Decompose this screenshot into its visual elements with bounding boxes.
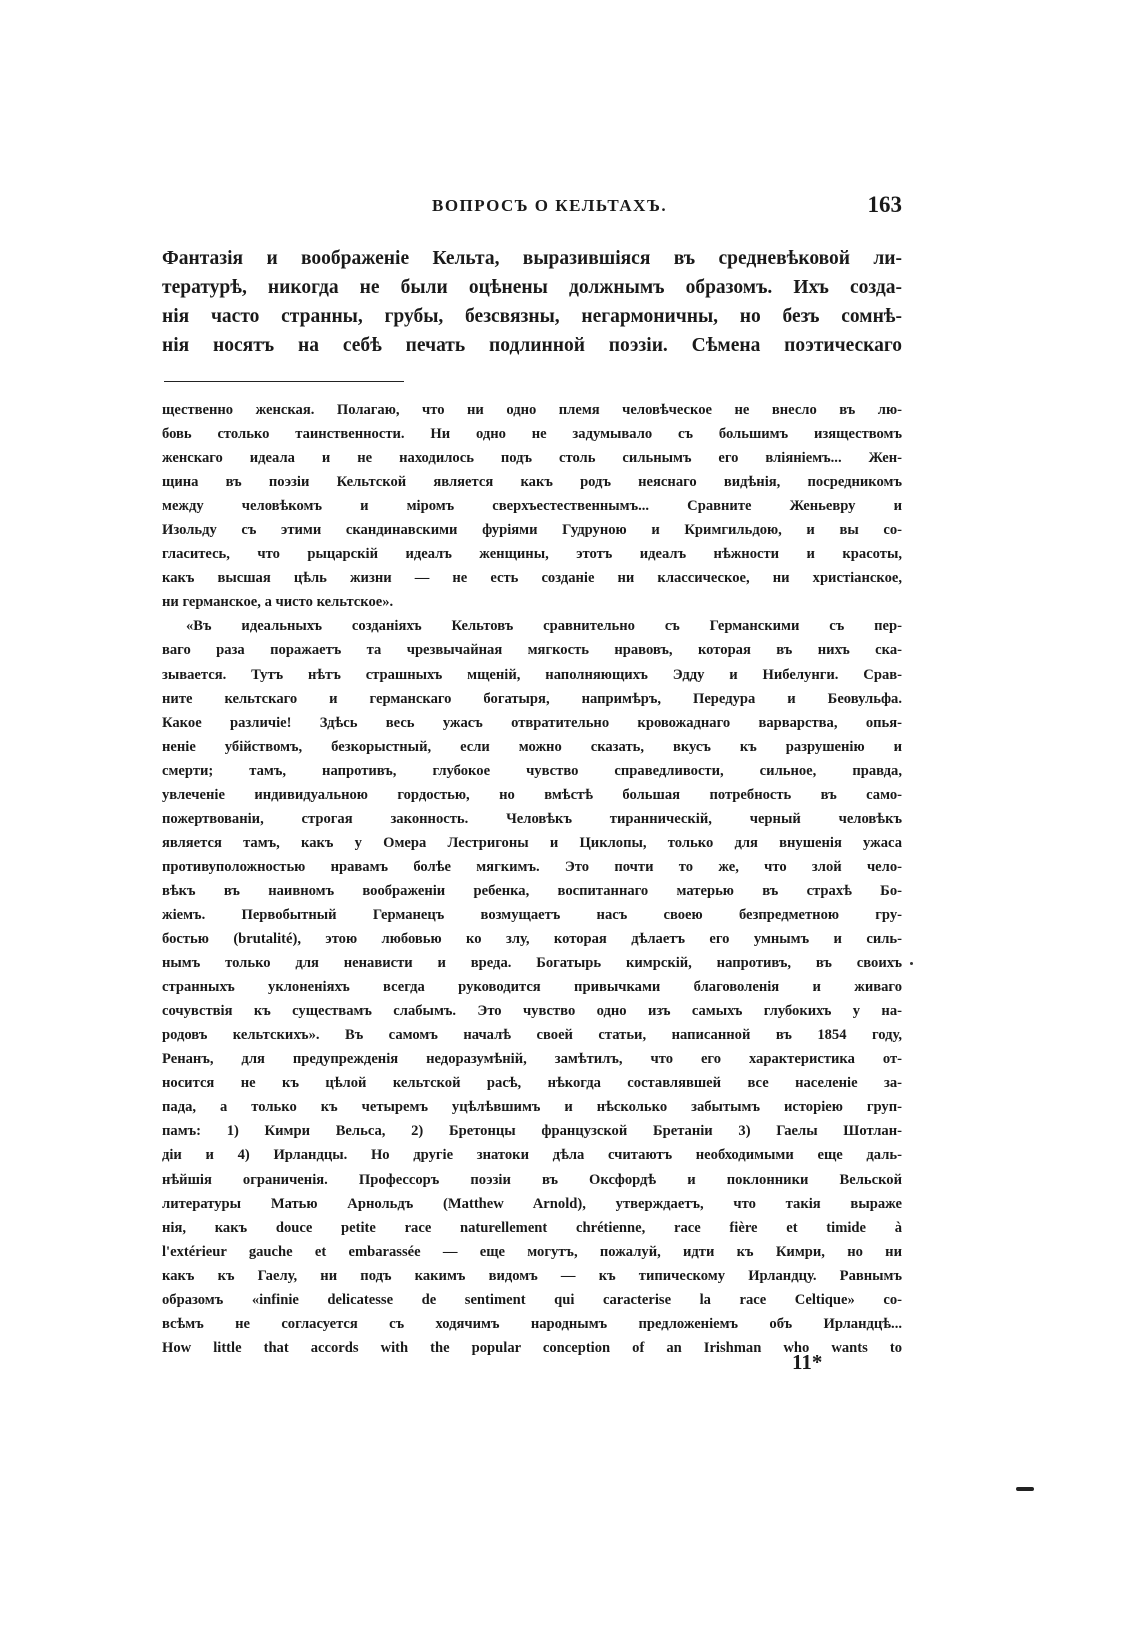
- footnote-line: образомъ «infinie delicatesse de sentiment qui caracterise la race Celtique» со-: [162, 1291, 902, 1308]
- footnote-line: памъ: 1) Кимри Вельса, 2) Бретонцы французской Бретаніи 3) Гаелы Шотлан-: [162, 1123, 902, 1140]
- footnote-line: ните кельтскаго и германскаго богатыря, напримѣръ, Передура и Беовульфа.: [162, 690, 902, 707]
- page-number: 163: [867, 192, 902, 217]
- footnote-line: ни германское, а чисто кельтское».: [162, 594, 394, 611]
- footnote-line: какъ высшая цѣль жизни — не есть созданіе ни классическое, ни христіанское,: [162, 570, 902, 587]
- footnote-line: гласитесь, что рыцарскій идеалъ женщины, этотъ идеалъ нѣжности и красоты,: [162, 546, 902, 563]
- footnote-line: нымъ только для ненависти и вреда. Богатырь кимрскій, напротивъ, въ своихъ: [162, 955, 902, 972]
- footnote-line: пожертвованіи, строгая законность. Человѣкъ тиранническій, черный человѣкъ: [162, 810, 902, 827]
- signature-mark: 11*: [792, 1350, 823, 1374]
- footnote-line: бовь столько таинственности. Ни одно не задумывало съ большимъ изяществомъ: [162, 426, 902, 443]
- footnote-line: ваго раза поражаетъ та чрезвычайная мягкость нравовъ, которая въ нихъ ска-: [162, 642, 902, 659]
- footnote-line: пада, а только къ четыремъ уцѣлѣвшимъ и нѣсколько забытымъ исторіею груп-: [162, 1099, 902, 1116]
- main-text-line: Фантазія и воображеніе Кельта, выразившіяся въ средневѣковой ли-: [162, 248, 902, 269]
- footnote-line: «Въ идеальныхъ созданіяхъ Кельтовъ сравнительно съ Германскими съ пер-: [186, 618, 902, 635]
- footnote-line: нія, какъ douce petite race naturellement chrétienne, race fière et timide à: [162, 1219, 902, 1236]
- footnote-line: Ренанъ, для предупрежденія недоразумѣній, замѣтилъ, что его характеристика от-: [162, 1051, 902, 1068]
- ink-speck: [1016, 1487, 1034, 1491]
- footnote-line: How little that accords with the popular conception of an Irishman who wants to: [162, 1339, 902, 1356]
- ink-speck: [910, 962, 913, 965]
- footnote-line: женскаго идеала и не находилось подъ столь сильнымъ его вліяніемъ... Жен-: [162, 450, 902, 467]
- footnote-line: какъ къ Гаелу, ни подъ какимъ видомъ — къ типическому Ирландцу. Равнымъ: [162, 1267, 902, 1284]
- footnote-line: вѣкъ въ наивномъ воображеніи ребенка, воспитаннаго матерью въ страхѣ Бо-: [162, 882, 902, 899]
- footnote-line: щественно женская. Полагаю, что ни одно племя человѣческое не внесло въ лю-: [162, 402, 902, 418]
- footnote-line: является тамъ, какъ у Омера Лестригоны и Циклопы, только для внушенія ужаса: [162, 834, 902, 851]
- footnote-line: родовъ кельтскихъ». Въ самомъ началѣ своей статьи, написанной въ 1854 году,: [162, 1027, 902, 1044]
- footnote-line: смерти; тамъ, напротивъ, глубокое чувство справедливости, сильное, правда,: [162, 762, 902, 779]
- footnote-line: бостью (brutalité), этою любовью ко злу, которая дѣлаетъ его умнымъ и силь-: [162, 931, 902, 948]
- main-text-line: нія часто странны, грубы, безсвязны, негармоничны, но безъ сомнѣ-: [162, 306, 902, 327]
- footnote-line: нѣйшія ограниченія. Профессоръ поэзіи въ Оксфордѣ и поклонники Вельской: [162, 1171, 902, 1188]
- footnote-line: діи и 4) Ирландцы. Но другіе знатоки дѣла считаютъ необходимыми еще даль-: [162, 1147, 902, 1164]
- footnote-line: носится не къ цѣлой кельтской расѣ, нѣкогда составлявшей все населеніе за-: [162, 1075, 902, 1092]
- footnote-line: Какое различіе! Здѣсь весь ужасъ отвратительно кровожаднаго варварства, опья-: [162, 714, 902, 731]
- footnote-line: увлеченіе индивидуальною гордостью, но вмѣстѣ большая потребность въ само-: [162, 786, 902, 803]
- footnote-line: щина въ поэзіи Кельтской является какъ родъ неяснаго видѣнія, посредникомъ: [162, 474, 902, 491]
- footnote-line: литературы Матью Арнольдъ (Matthew Arnold), утверждаетъ, что такія выраже: [162, 1195, 902, 1212]
- main-text-line: нія носятъ на себѣ печать подлинной поэзіи. Сѣмена поэтическаго: [162, 335, 902, 356]
- footnote-line: Изольду съ этими скандинавскими фуріями Гудруною и Кримгильдою, и вы со-: [162, 522, 902, 539]
- footnote-line: жіемъ. Первобытный Германецъ возмущаетъ насъ своею безпредметною гру-: [162, 906, 902, 923]
- footnote-line: странныхъ уклоненіяхъ всегда руководится привычками благоволенія и живаго: [162, 979, 902, 996]
- running-title: ВОПРОСЪ О КЕЛЬТАХЪ.: [432, 196, 668, 215]
- footnote-line: всѣмъ не согласуется съ ходячимъ народнымъ предложеніемъ объ Ирландцѣ...: [162, 1315, 902, 1332]
- footnote-line: между человѣкомъ и міромъ сверхъестественнымъ... Сравните Женьевру и: [162, 498, 902, 515]
- footnote-line: l'extérieur gauche et embarassée — еще могутъ, пожалуй, идти къ Кимри, но ни: [162, 1243, 902, 1260]
- footnote-rule: [164, 381, 404, 382]
- footnote-block: [162, 398, 902, 1360]
- main-paragraph: [162, 244, 902, 360]
- main-text-line: тературѣ, никогда не были оцѣнены должнымъ образомъ. Ихъ созда-: [162, 277, 902, 298]
- footnote-line: зывается. Тутъ нѣтъ страшныхъ мщеній, наполняющихъ Эдду и Нибелунги. Срав-: [162, 666, 902, 683]
- footnote-line: противуположностью нравамъ болѣе мягкимъ. Это почти то же, что злой чело-: [162, 858, 902, 875]
- footnote-line: сочувствія къ существамъ слабымъ. Это чувство одно изъ самыхъ глубокихъ у на-: [162, 1003, 902, 1020]
- footnote-line: неніе убійствомъ, безкорыстный, если можно сказать, вкусъ къ разрушенію и: [162, 738, 902, 755]
- running-head: [162, 192, 902, 224]
